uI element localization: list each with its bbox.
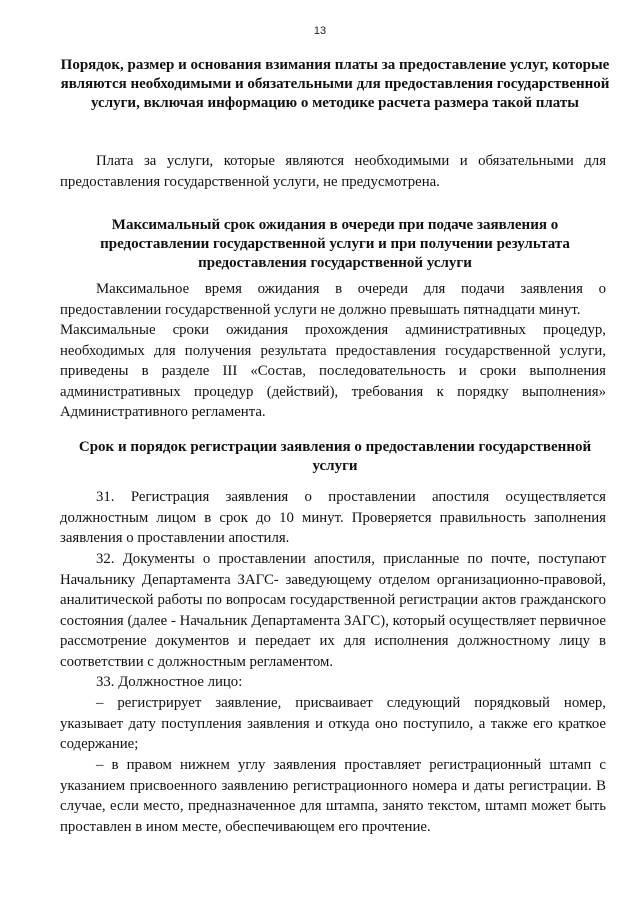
waiting-section-text-1: Максимальное время ожидания в очереди для подачи заявления о предоставлении государственной услуги не должно превышать пятнадцати минут.	[60, 281, 606, 318]
list-item-register: – регистрирует заявление, присваивает следующий порядковый номер, указывает дату поступления заявления и откуда оно поступило, а также его краткое содержание;	[60, 695, 606, 753]
paragraph-33: 33. Должностное лицо:	[96, 674, 243, 690]
paragraph-32: 32. Документы о проставлении апостиля, присланные по почте, поступают Начальнику Департамента ЗАГС- заведующему отделом организационно-правовой, аналитической работы по вопросам государственной регистрации актов гражданского состояния (далее - Начальник Департамента ЗАГС), который осуществляет первичное рассмотрение документов и передает их для исполнения должностному лицу в соответствии с должностным регламентом.	[60, 551, 606, 670]
paragraph-31: 31. Регистрация заявления о проставлении апостиля осуществляется должностным лицом в срок до 10 минут. Проверяется правильность заполнения заявления о проставлении апостиля.	[60, 489, 606, 547]
waiting-section-heading: Максимальный срок ожидания в очереди при подаче заявления о предоставлении государственной услуги и при получении результата предоставления государственной услуги	[100, 217, 570, 271]
fee-section-heading: Порядок, размер и основания взимания платы за предоставление услуг, которые являются необходимыми и обязательными для предоставления государственной услуги, включая информацию о методике расчета размера такой платы	[60, 57, 610, 111]
waiting-section-text-2: Максимальные сроки ожидания прохождения административных процедур, необходимых для получения результата предоставления государственной услуги, приведены в разделе III «Состав, последовательность и сроки выполнения административных процедур (действий), требования к порядку выполнения» Административного регламента.	[60, 322, 606, 421]
list-item-stamp: – в правом нижнем углу заявления проставляет регистрационный штамп с указанием присвоенного заявлению регистрационного номера и даты регистрации. В случае, если место, предназначенное для штампа, занято текстом, штамп может быть проставлен в ином месте, обеспечивающем его прочтение.	[60, 757, 606, 835]
registration-section-heading: Срок и порядок регистрации заявления о предоставлении государственной услуги	[78, 439, 592, 474]
fee-section-text: Плата за услуги, которые являются необходимыми и обязательными для предоставления государственной услуги, не предусмотрена.	[60, 153, 606, 190]
page-number: 13	[313, 25, 327, 37]
